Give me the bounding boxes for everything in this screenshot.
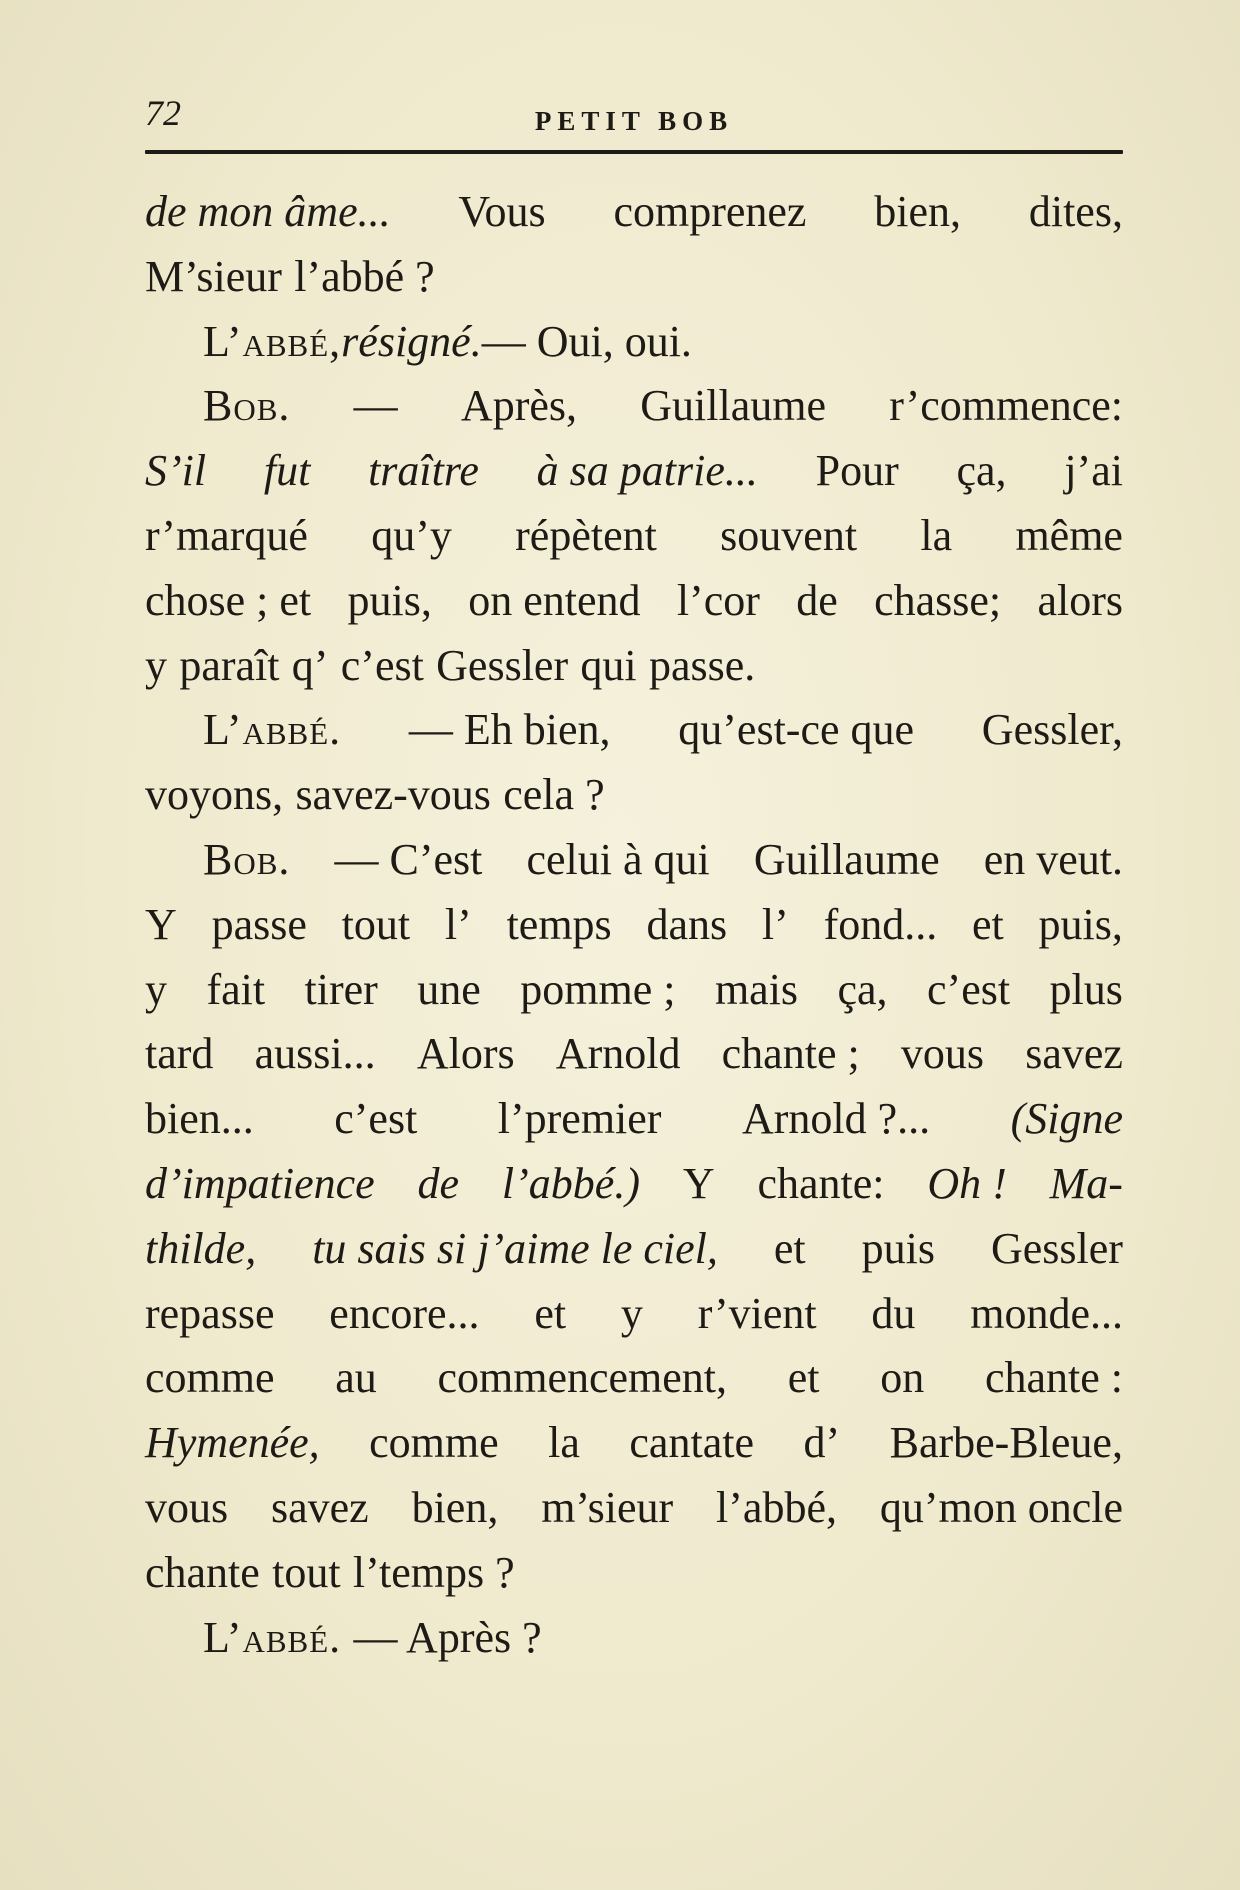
text-line [145, 1411, 1123, 1476]
word: et [534, 1288, 567, 1338]
text-line [145, 698, 1123, 763]
word: — [353, 381, 398, 431]
word: c’est [927, 964, 1011, 1014]
page-header [145, 92, 1123, 150]
word: monde... [970, 1288, 1123, 1338]
word: tout [272, 1547, 341, 1597]
word: chante: [757, 1158, 885, 1208]
word: savez [270, 1482, 369, 1532]
book-page [145, 92, 1123, 1670]
text-line [145, 1087, 1123, 1152]
word: Arnold ?... [741, 1094, 931, 1144]
word: chante : [984, 1353, 1123, 1403]
word: Vous [458, 187, 546, 236]
word: qui [580, 640, 637, 690]
italic-word: Ma- [1049, 1158, 1123, 1208]
word: au [335, 1353, 377, 1403]
text-line [145, 439, 1123, 504]
italic-word: S’il [145, 446, 207, 496]
word: Gessler [436, 640, 569, 690]
word: savez-vous [295, 770, 491, 820]
italic-word: Oh ! [927, 1158, 1007, 1208]
word: pomme ; [520, 964, 676, 1014]
word: tard [145, 1029, 214, 1079]
text-line [145, 634, 1123, 699]
italic-word: de [417, 1158, 460, 1208]
word: en veut. [983, 834, 1123, 884]
word: puis, [347, 575, 432, 625]
word: y [620, 1288, 643, 1338]
word: vous [145, 1482, 229, 1532]
word: dans [646, 899, 728, 949]
word: comprenez [613, 187, 807, 236]
word: chasse; [874, 575, 1002, 625]
word: qu’y [371, 510, 452, 560]
word: Pour [815, 446, 899, 496]
text-line [145, 504, 1123, 569]
word: tout [341, 899, 411, 949]
italic-word: à sa patrie... [536, 446, 758, 496]
speaker-label: L’abbé. [203, 1612, 342, 1662]
word: fond... [823, 899, 938, 949]
word: Y [682, 1158, 715, 1208]
text-line [145, 1606, 1123, 1671]
text-line [145, 893, 1123, 958]
word: l’temps ? [352, 1547, 515, 1597]
word: bien, [411, 1482, 499, 1532]
speaker-label: Bob. [203, 381, 291, 431]
word: q’ [291, 640, 329, 690]
text-line [145, 1022, 1123, 1087]
word: et [972, 899, 1004, 949]
text-line [145, 245, 1123, 310]
word: c’est [340, 640, 424, 690]
text-line [145, 1152, 1123, 1217]
word: chante [145, 1547, 260, 1597]
word: de [796, 575, 838, 625]
word: et [787, 1353, 820, 1403]
word: Barbe-Bleue, [889, 1418, 1123, 1468]
word: Y [145, 899, 177, 949]
word: Guillaume [640, 381, 826, 431]
word: dites, [1028, 187, 1123, 236]
word: — Après ? [353, 1612, 542, 1662]
word: voyons, [145, 770, 284, 820]
italic-word: traître [368, 446, 479, 496]
text-line [145, 1282, 1123, 1347]
word: d’ [803, 1418, 841, 1468]
word: — C’est [334, 834, 483, 884]
text-line [145, 763, 1123, 828]
word: répètent [515, 510, 657, 560]
word: et [773, 1223, 806, 1273]
word: cela ? [503, 770, 605, 820]
word: l’abbé, [716, 1482, 837, 1532]
word: bien... [145, 1094, 254, 1144]
word: mais [714, 964, 799, 1014]
word: comme [369, 1418, 499, 1468]
word: du [871, 1288, 916, 1338]
word: ça, [956, 446, 1007, 496]
word: l’ [761, 899, 789, 949]
word: qu’mon oncle [879, 1482, 1123, 1532]
text-line [145, 1217, 1123, 1282]
word: puis, [1038, 899, 1123, 949]
word: j’ai [1064, 446, 1123, 496]
word: bien, [874, 187, 962, 236]
italic-word: résigné. [341, 316, 482, 366]
word: qu’est-ce que [678, 705, 915, 755]
word: Gessler, [981, 705, 1123, 755]
word: r’vient [697, 1288, 817, 1338]
word: r’commence: [889, 381, 1123, 431]
word: passe [211, 899, 307, 949]
word: savez [1025, 1029, 1123, 1079]
body-text [145, 180, 1123, 1670]
word: Après, [460, 381, 578, 431]
word: souvent [720, 510, 858, 560]
word: fait [206, 964, 266, 1014]
text-line [145, 1476, 1123, 1541]
word: même [1015, 510, 1123, 560]
word: encore... [329, 1288, 480, 1338]
speaker-label: L’abbé, [203, 316, 342, 366]
word: alors [1037, 575, 1123, 625]
word: vous [900, 1029, 985, 1079]
text-line [145, 569, 1123, 634]
word: tirer [304, 964, 378, 1014]
word: Alors [416, 1029, 515, 1079]
word: Guillaume [753, 834, 940, 884]
running-title: PETIT BOB [534, 106, 734, 136]
italic-word: d’impatience [145, 1158, 375, 1208]
word: on [880, 1353, 925, 1403]
speaker-label: Bob. [203, 834, 291, 884]
word: Gessler [990, 1223, 1123, 1273]
word: — Eh bien, [408, 705, 611, 755]
word: l’cor [676, 575, 760, 625]
italic-word: thilde, [145, 1223, 257, 1273]
word: puis [861, 1223, 935, 1273]
word: la [920, 510, 953, 560]
italic-word: (Signe [1010, 1094, 1123, 1144]
word: commencement, [437, 1353, 728, 1403]
word: — Oui, oui. [481, 316, 692, 366]
word: y [145, 640, 167, 690]
word: plus [1049, 964, 1123, 1014]
header-rule [145, 150, 1123, 154]
word: y [145, 964, 167, 1014]
text-line [145, 180, 1123, 245]
word: celui à qui [526, 834, 710, 884]
word: passe. [648, 640, 756, 690]
text-line [145, 828, 1123, 893]
word: aussi... [254, 1029, 376, 1079]
word: l’premier [497, 1094, 662, 1144]
word: ça, [837, 964, 888, 1014]
italic-word: l’abbé.) [501, 1158, 640, 1208]
word: c’est [334, 1094, 418, 1144]
speaker-label: L’abbé. [203, 705, 342, 755]
word: chose ; et [145, 575, 312, 625]
word: paraît [179, 640, 280, 690]
word: r’marqué [145, 510, 308, 560]
word: temps [506, 899, 612, 949]
text-line [145, 958, 1123, 1023]
word: chante ; [721, 1029, 860, 1079]
word: cantate [629, 1418, 754, 1468]
word: l’ [444, 899, 472, 949]
word: Arnold [555, 1029, 681, 1079]
italic-word: tu sais si j’aime le ciel, [312, 1223, 718, 1273]
page-number: 72 [145, 93, 181, 133]
text-line [145, 374, 1123, 439]
word: l’abbé ? [294, 251, 435, 301]
word: on entend [468, 575, 641, 625]
text-line [145, 1541, 1123, 1606]
italic-word: fut [263, 446, 311, 496]
text-line [145, 1346, 1123, 1411]
italic-word: Hymenée, [145, 1418, 320, 1468]
word: une [417, 964, 481, 1014]
text-line [145, 310, 1123, 375]
word: M’sieur [145, 251, 282, 301]
italic-word: de mon âme... [145, 187, 391, 236]
word: repasse [145, 1288, 275, 1338]
word: comme [145, 1353, 275, 1403]
word: m’sieur [541, 1482, 674, 1532]
word: la [548, 1418, 580, 1468]
